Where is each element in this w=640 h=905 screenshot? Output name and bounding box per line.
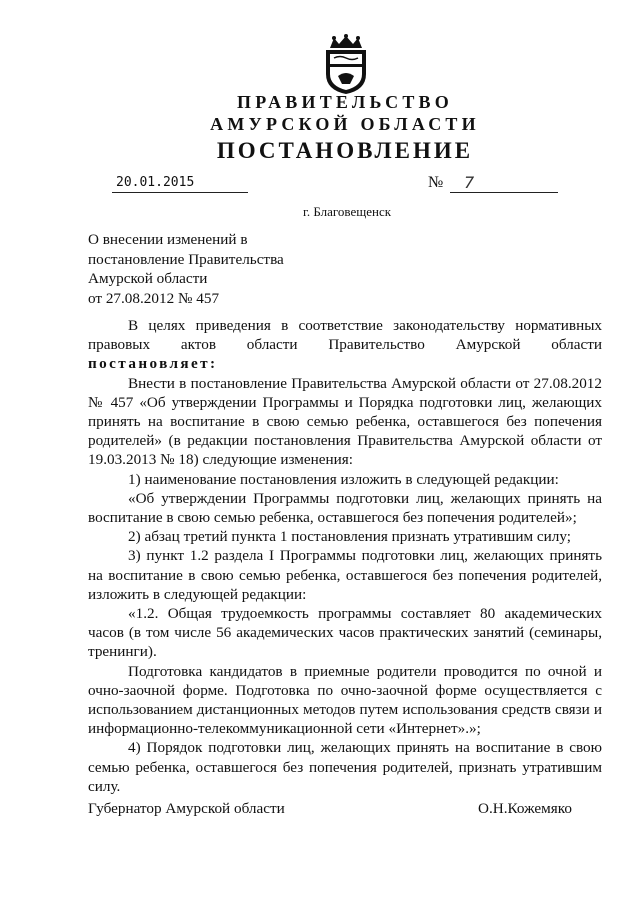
signatory-position: Губернатор Амурской области [88,800,285,817]
body-paragraph: Подготовка кандидатов в приемные родители проводится по очной и очно-заочной форме. Подготовка по очно-заочной форме осуществляется с использованием дистанционных методов путем использования средств связи и информационно-телекоммуникационной сети «Интернет».»; [88,662,602,738]
body-paragraph: 4) Порядок подготовки лиц, желающих принять на воспитание в свою семью ребенка, оставшегося без попечения родителей, признать утратившим силу. [88,739,602,795]
gov-title-line2: АМУРСКОЙ ОБЛАСТИ [210,114,480,134]
subject-line: Амурской области [88,270,208,287]
document-number: 7 [464,173,475,192]
subject-line: постановление Правительства [88,250,284,268]
preamble-paragraph: В целях приведения в соответствие законодательству нормативных правовых актов области Правительство Амурской области [88,317,602,354]
body-paragraph: «1.2. Общая трудоемкость программы составляет 80 академических часов (в том числе 56 академических часов практических занятий (семинары, тренинги). [88,605,602,661]
body-paragraph: Внести в постановление Правительства Амурской области от 27.08.2012 № 457 «Об утверждении Программы и Порядка подготовки лиц, желающих принять на воспитание в свою семью ребенка, оставшегося без попечения родителей» (в редакции постановления Правительства Амурской области от 19.03.2013 № 18) следующие изменения: [88,374,602,469]
body-paragraph: 1) наименование постановления изложить в следующей редакции: [128,470,559,488]
document-date: 20.01.2015 [116,175,195,190]
document-body [88,316,602,796]
document-subject [88,230,328,308]
coat-of-arms-icon [320,34,372,96]
signatory-name: О.Н.Кожемяко [478,800,572,817]
body-paragraph: «Об утверждении Программы подготовки лиц, желающих принять на воспитание в свою семью ребенка, оставшегося без попечения родителей»; [88,489,602,527]
resolution-keyword: постановляет: [88,355,218,373]
date-field [112,176,248,193]
city-label: г. Благовещенск [303,204,392,219]
resolution-word [88,354,602,373]
number-sign: № [428,174,444,191]
number-field [450,173,558,193]
document-type-heading: ПОСТАНОВЛЕНИЕ [216,138,474,163]
gov-title-line1: ПРАВИТЕЛЬСТВО [237,92,453,112]
subject-line: О внесении изменений в [88,231,248,248]
body-paragraph: 2) абзац третий пункта 1 постановления признать утратившим силу; [128,528,571,546]
body-paragraph: 3) пункт 1.2 раздела I Программы подготовки лиц, желающих принять на воспитание в свою семью ребенка, оставшегося без попечения родителей, изложить в следующей редакции: [88,547,602,603]
subject-line: от 27.08.2012 № 457 [88,289,220,307]
